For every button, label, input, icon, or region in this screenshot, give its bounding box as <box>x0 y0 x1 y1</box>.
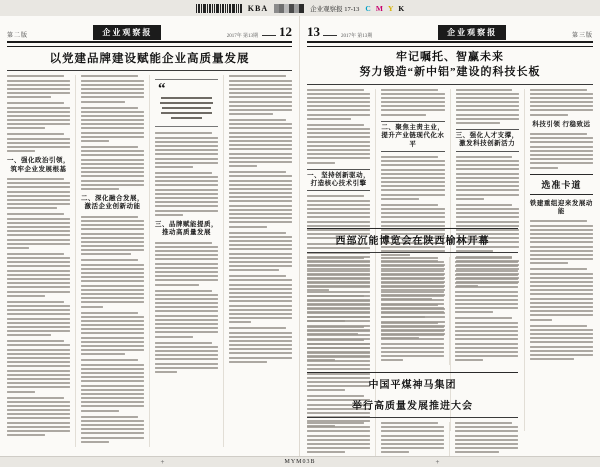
two-page-spread <box>0 16 600 457</box>
body-paragraph <box>155 242 218 286</box>
left-headline-rule <box>7 70 292 71</box>
right-col-4-sidebar <box>524 89 593 431</box>
left-page-number: 12 <box>279 24 292 39</box>
body-paragraph <box>307 326 370 362</box>
bottom-col-3 <box>449 422 518 457</box>
sidebar-title-line-2: 铁建重组迎来发展动能 <box>529 199 593 215</box>
cmyk-y: Y <box>387 3 394 13</box>
print-footer-bar <box>0 456 600 467</box>
body-paragraph <box>81 107 144 143</box>
left-subhead-2: 二、深化融合发展，激活企业创新动能 <box>81 194 144 211</box>
issue-label: 企业观察报 17-13 <box>310 5 360 13</box>
quote-mark: “ <box>158 81 166 98</box>
left-subhead-1: 一、强化政治引领，筑牢企业发展根基 <box>7 157 70 173</box>
body-paragraph <box>307 89 370 120</box>
body-paragraph <box>530 89 593 116</box>
body-paragraph <box>455 257 518 313</box>
plate-code-label: MYM03B <box>284 459 316 465</box>
body-paragraph <box>229 232 292 272</box>
left-masthead-meta: 2017年 第13期 <box>226 34 258 39</box>
bottom-article-columns <box>307 422 518 457</box>
body-paragraph <box>7 133 70 152</box>
right-headline-line-1: 牢记嘱托、智赢未来 <box>396 51 504 63</box>
body-paragraph <box>307 124 370 164</box>
body-paragraph <box>155 172 218 216</box>
right-page <box>300 16 600 457</box>
body-paragraph <box>7 340 70 392</box>
body-paragraph <box>7 213 70 249</box>
right-masthead-meta: 2017年 第13期 <box>341 34 373 39</box>
body-paragraph <box>81 416 144 443</box>
left-subhead-3: 三、品牌赋能提质，推动高质量发展 <box>155 220 218 237</box>
body-paragraph <box>381 89 444 116</box>
registration-cross-left: + <box>160 458 165 466</box>
pull-quote <box>155 79 218 127</box>
body-paragraph <box>81 75 144 102</box>
body-paragraph <box>81 359 144 411</box>
right-masthead-section: 第三版 <box>571 33 593 40</box>
body-paragraph <box>456 89 519 125</box>
left-col-1 <box>7 75 70 446</box>
body-paragraph <box>7 253 70 297</box>
print-registration-bar <box>0 0 600 17</box>
cmyk-c: C <box>365 3 371 13</box>
left-col-3 <box>149 75 218 446</box>
cmyk-m: M <box>375 3 383 13</box>
right-subhead-2: 二、聚焦主责主业，提升产业链现代化水平 <box>381 121 444 152</box>
color-swatch-strip <box>274 4 304 13</box>
body-paragraph <box>530 325 593 361</box>
left-masthead-rule <box>7 43 292 47</box>
bottom-banner-line-2: 举行高质量发展推进大会 <box>352 401 473 412</box>
left-masthead-badge: 企业观察报 <box>93 25 161 40</box>
left-page <box>0 16 300 457</box>
body-paragraph <box>530 220 593 264</box>
body-paragraph <box>7 75 70 98</box>
left-col-2 <box>75 75 144 446</box>
cmyk-k: K <box>398 3 405 13</box>
body-paragraph <box>81 312 144 356</box>
bottom-banner-line-1: 中国平煤神马集团 <box>307 372 518 393</box>
body-paragraph <box>7 178 70 209</box>
right-headline-rule <box>307 84 593 85</box>
right-page-number: 13 <box>307 24 320 39</box>
body-paragraph <box>456 156 519 200</box>
body-paragraph <box>155 132 218 168</box>
cmyk-marks <box>365 4 404 13</box>
left-masthead-section: 第二版 <box>7 33 29 40</box>
body-paragraph <box>229 327 292 363</box>
bottom-col-1 <box>307 422 370 457</box>
body-paragraph <box>229 275 292 323</box>
mid-col-1 <box>307 257 370 365</box>
mid-article-columns <box>307 257 518 365</box>
left-masthead <box>7 20 292 43</box>
body-paragraph <box>81 259 144 307</box>
body-paragraph <box>381 422 444 453</box>
mid-banner-headline: 西部沉能博览会在陕西榆林开幕 <box>307 228 518 249</box>
body-paragraph <box>229 119 292 167</box>
body-paragraph <box>155 342 218 373</box>
right-headline-line-2: 努力锻造“新中铝”建设的科技长板 <box>359 65 541 78</box>
body-paragraph <box>7 102 70 129</box>
body-paragraph <box>455 422 518 453</box>
left-col-4 <box>223 75 292 446</box>
left-folio <box>262 24 292 40</box>
left-headline: 以党建品牌建设赋能企业高质量发展 <box>49 53 250 65</box>
body-paragraph <box>530 268 593 320</box>
body-paragraph <box>307 422 370 453</box>
body-paragraph <box>229 75 292 115</box>
bottom-col-2 <box>375 422 444 457</box>
right-subhead-3: 三、强化人才支撑，激发科技创新活力 <box>456 129 519 152</box>
body-paragraph <box>81 146 144 190</box>
mid-col-2 <box>375 257 444 365</box>
body-paragraph <box>381 322 444 362</box>
press-code-label: KBA <box>247 3 269 13</box>
barcode-left <box>196 4 242 13</box>
right-masthead-badge: 企业观察报 <box>438 25 506 40</box>
right-folio <box>307 24 337 40</box>
left-column-grid <box>7 75 292 446</box>
body-paragraph <box>81 216 144 256</box>
sidebar-subhead: 科技引领 行稳致远 <box>532 120 591 128</box>
mid-col-3 <box>449 257 518 365</box>
body-paragraph <box>530 133 593 169</box>
body-paragraph <box>455 317 518 361</box>
registration-cross-right: + <box>435 458 440 466</box>
body-paragraph <box>155 290 218 338</box>
body-paragraph <box>381 156 444 200</box>
sidebar-title-line-1: 选准卡道 <box>530 174 593 195</box>
body-paragraph <box>229 171 292 227</box>
body-paragraph <box>7 397 70 437</box>
right-masthead <box>307 20 593 43</box>
right-subhead-1: 一、坚持创新驱动，打造核心技术引擎 <box>307 169 370 192</box>
body-paragraph <box>381 257 444 318</box>
body-paragraph <box>7 301 70 337</box>
right-masthead-rule <box>307 43 593 47</box>
body-paragraph <box>307 257 370 322</box>
